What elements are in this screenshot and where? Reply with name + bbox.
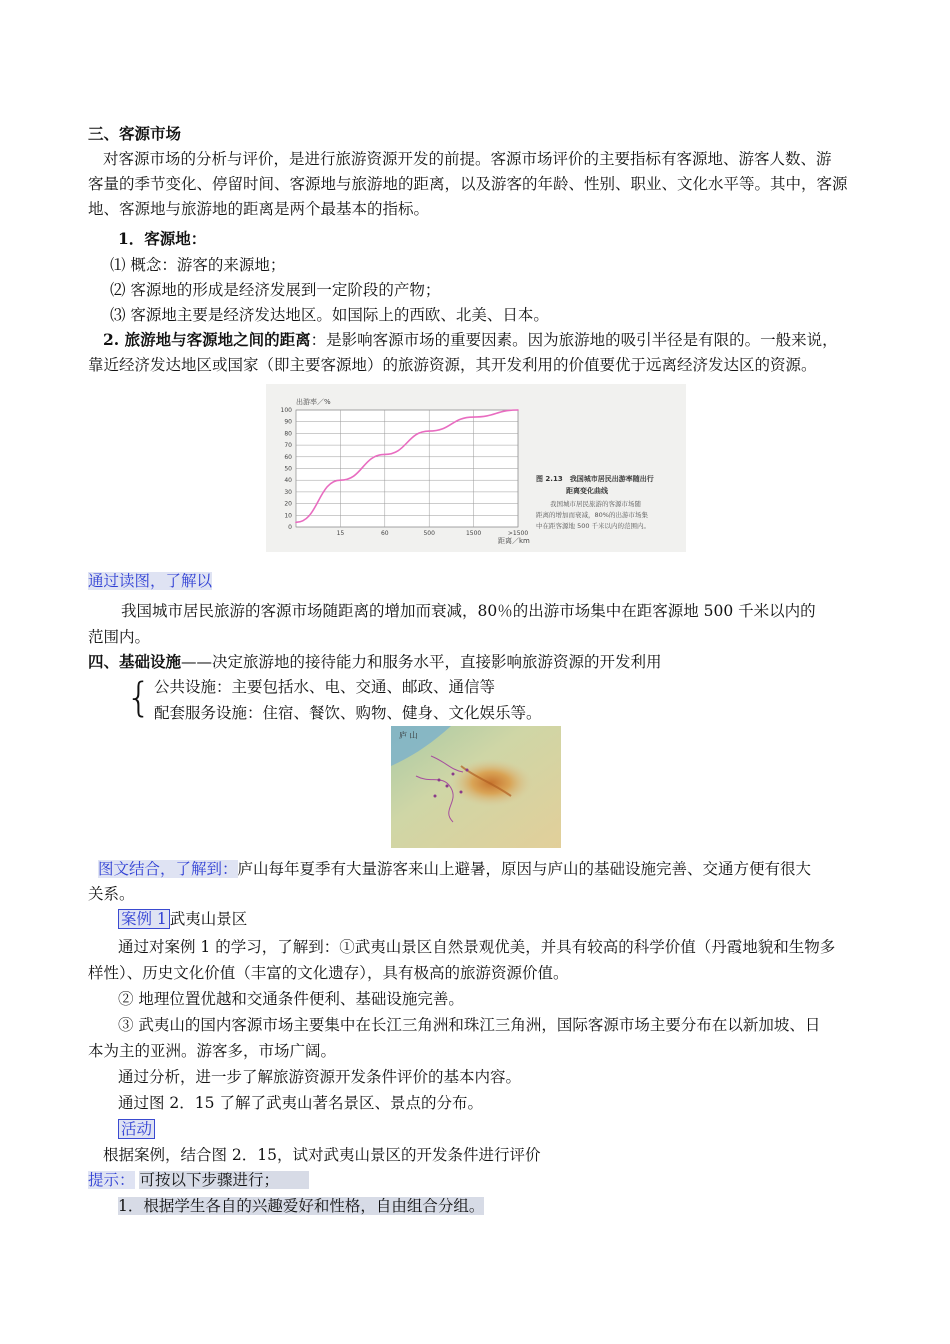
- subsection-2-text: ：是影响客源市场的重要因素。因为旅游地的吸引半径是有限的。一般来说，: [310, 331, 838, 349]
- hint-label: 提示：: [88, 1171, 135, 1189]
- chart-data-point: [340, 479, 342, 481]
- chart-data-point: [428, 430, 430, 432]
- chart-y-tick-label: 10: [284, 512, 292, 520]
- combine-label: 图文结合，了解到：: [98, 860, 238, 878]
- case-title: 武夷山景区: [169, 910, 248, 928]
- read-chart-label-line: [88, 570, 212, 592]
- chart-y-tick-label: 70: [284, 442, 292, 450]
- chart-x-tick-label: >1500: [507, 530, 529, 537]
- activity-label: 活动: [118, 1119, 155, 1139]
- chart-caption-title-2: 距离变化曲线: [566, 487, 608, 495]
- chart-data-point: [473, 416, 475, 418]
- subsection-1-title: 1．客源地：: [118, 229, 207, 248]
- case-paragraph-1-line-1: 通过对案例 1 的学习，了解到：①武夷山景区自然景观优美，并具有较高的科学价值（丹霞地貌和生物多: [118, 938, 836, 956]
- chart-x-tick-label: 15: [336, 530, 345, 537]
- map-mountain-area: [434, 754, 538, 814]
- chart-y-axis-label: 出游率／%: [296, 398, 331, 406]
- case-paragraph-3-line-1: ③ 武夷山的国内客源市场主要集中在长江三角洲和珠江三角洲，国际客源市场主要分布在以新加坡、日: [118, 1016, 821, 1034]
- chart-y-tick-label: 50: [284, 465, 292, 473]
- chart-y-tick-label: 40: [284, 477, 292, 485]
- chart-y-ticks: [281, 407, 293, 531]
- chart-y-tick-label: 60: [284, 453, 292, 461]
- distance-chart: [266, 384, 686, 552]
- subsection-1-item: ⑴ 概念：游客的来源地；: [110, 256, 286, 274]
- case-paragraph-2: ② 地理位置优越和交通条件便利、基础设施完善。: [118, 990, 464, 1008]
- chart-x-tick-label: 500: [423, 530, 435, 537]
- distance-chart-figure: [266, 384, 686, 552]
- section-4-heading-rest: ——决定旅游地的接待能力和服务水平，直接影响旅游资源的开发利用: [181, 653, 662, 671]
- combine-paragraph-line-1: [98, 858, 811, 880]
- subsection-2-paragraph: [103, 329, 838, 351]
- step-1: 1．根据学生各自的兴趣爱好和性格，自由组合分组。: [118, 1197, 485, 1215]
- case-paragraph-5: 通过图 2．15 了解了武夷山著名景区、景点的分布。: [118, 1094, 483, 1112]
- section-3-intro-line-2: 客量的季节变化、停留时间、客源地与旅游地的距离，以及游客的年龄、性别、职业、文化水平等。其中，客源: [88, 175, 848, 193]
- read-chart-label: 通过读图，了解以: [88, 572, 213, 590]
- chart-x-ticks: [337, 530, 529, 537]
- chart-y-tick-label: 20: [284, 500, 292, 508]
- section-3-intro-line-1: 对客源市场的分析与评价，是进行旅游资源开发的前提。客源市场评价的主要指标有客源地、游客人数、游: [103, 150, 832, 168]
- subsection-2-text-line-2: 靠近经济发达地区或国家（即主要客源地）的旅游资源，其开发利用的价值要优于远离经济发达区的资源。: [88, 356, 817, 374]
- chart-caption-text: 距离的增加而衰减，80%的出游市场集: [536, 511, 648, 519]
- step-1-line: [118, 1195, 484, 1217]
- facility-item-service: 配套服务设施：住宿、餐饮、购物、健身、文化娱乐等。: [154, 704, 542, 722]
- chart-x-tick-label: 1500: [465, 530, 482, 537]
- chart-caption-text: 中在距客源地 500 千米以内的范围内。: [536, 522, 651, 530]
- lushan-map-figure: [391, 726, 561, 848]
- section-3-heading: 三、客源市场: [88, 124, 182, 143]
- case-paragraph-4: 通过分析，进一步了解旅游资源开发条件评价的基本内容。: [118, 1068, 522, 1086]
- combine-text: 庐山每年夏季有大量游客来山上避暑，原因与庐山的基础设施完善、交通方便有很大: [237, 860, 812, 878]
- section-3-intro-line-3: 地、客源地与旅游地的距离是两个最基本的指标。: [88, 200, 430, 218]
- chart-data-point: [517, 409, 519, 411]
- section-4-heading: 四、基础设施: [88, 652, 182, 671]
- chart-y-tick-label: 90: [284, 418, 292, 426]
- subsection-1-item: ⑵ 客源地的形成是经济发展到一定阶段的产物；: [110, 281, 441, 299]
- subsection-1-item: ⑶ 客源地主要是经济发达地区。如国际上的西欧、北美、日本。: [110, 306, 549, 324]
- case-heading-line: [118, 908, 247, 930]
- map-label: 庐 山: [399, 731, 418, 740]
- brace-icon: {: [126, 675, 152, 721]
- chart-x-axis-label: 距离／km: [498, 537, 530, 545]
- combine-paragraph-line-2: 关系。: [88, 885, 135, 903]
- chart-y-tick-label: 100: [280, 407, 292, 414]
- chart-conclusion-line-1: 我国城市居民旅游的客源市场随距离的增加而衰减，80％的出游市场集中在距客源地 500 千米以内的: [121, 602, 816, 620]
- chart-conclusion-line-2: 范围内。: [88, 628, 151, 646]
- case-label: 案例 1: [118, 909, 170, 929]
- hint-line: [88, 1169, 309, 1191]
- lushan-map: [391, 726, 561, 848]
- chart-y-tick-label: 80: [284, 430, 292, 438]
- section-4-heading-line: [88, 651, 662, 673]
- case-paragraph-1-line-2: 样性）、历史文化价值（丰富的文化遗存），具有极高的旅游资源价值。: [88, 964, 569, 982]
- subsection-2-title: 2. 旅游地与客源地之间的距离: [103, 330, 311, 349]
- chart-data-point: [384, 454, 386, 456]
- activity-label-line: [118, 1118, 155, 1140]
- facility-item-public: 公共设施：主要包括水、电、交通、邮政、通信等: [154, 678, 496, 696]
- activity-text: 根据案例，结合图 2．15，试对武夷山景区的开发条件进行评价: [103, 1146, 541, 1164]
- chart-caption-text: 我国城市居民旅游的客源市场随: [550, 500, 641, 508]
- chart-data-point: [295, 522, 297, 524]
- chart-caption-title: 图 2.13 我国城市居民出游率随出行: [536, 475, 654, 483]
- case-paragraph-3-line-2: 本为主的亚洲。游客多，市场广阔。: [88, 1042, 337, 1060]
- hint-text: 可按以下步骤进行；: [139, 1171, 309, 1189]
- chart-y-tick-label: 30: [284, 488, 292, 496]
- chart-x-tick-label: 60: [380, 530, 389, 537]
- chart-y-tick-label: 0: [288, 524, 292, 531]
